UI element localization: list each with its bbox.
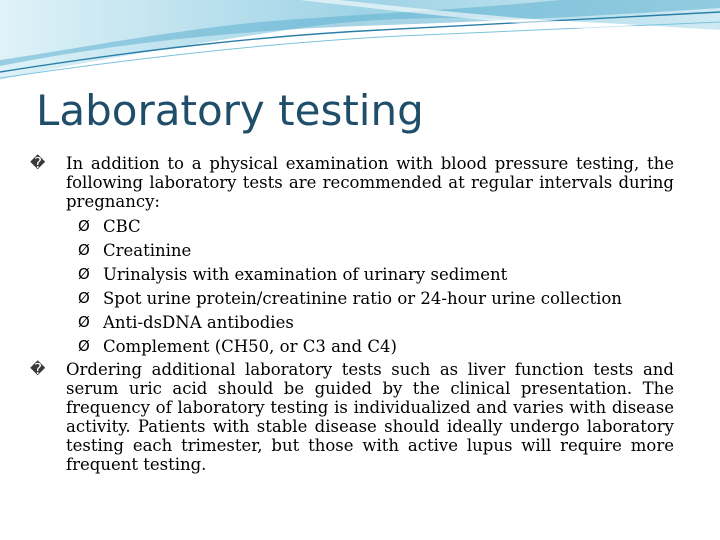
sub-list-item [78,334,674,358]
arrow-bullet-icon: Ø [78,240,90,259]
sub-list-item [78,286,674,310]
bullet-paragraph-2 [30,360,674,474]
arrow-bullet-icon: Ø [78,288,90,307]
sub-list-item [78,214,674,238]
arrow-bullet-icon: Ø [78,312,90,331]
slide-title: Laboratory testing [36,86,424,135]
sub-item-label: Complement (CH50, or C3 and C4) [103,336,397,356]
sub-item-label: Anti-dsDNA antibodies [103,312,294,332]
slide-body [30,154,674,474]
sub-list-item [78,310,674,334]
arrow-bullet-icon: Ø [78,216,90,235]
sub-list-item [78,238,674,262]
arrow-bullet-icon: Ø [78,264,90,283]
header-wave-decoration [0,0,720,90]
sub-list-item [78,262,674,286]
bullet-marker-icon: � [30,360,46,378]
sub-item-label: Creatinine [103,240,192,260]
bullet-paragraph-1 [30,154,674,211]
sub-item-label: Spot urine protein/creatinine ratio or 24-hour urine collection [103,288,622,308]
paragraph-text: In addition to a physical examination with blood pressure testing, the following laboratory tests are recommended at regular intervals during pregnancy: [66,154,674,211]
bullet-marker-icon: � [30,154,46,172]
sub-item-label: Urinalysis with examination of urinary sediment [103,264,508,284]
sub-item-label: CBC [103,216,141,236]
paragraph-text: Ordering additional laboratory tests such as liver function tests and serum uric acid should be guided by the clinical presentation. The frequency of laboratory testing is individualized and varies with disease activity. Patients with stable disease should ideally undergo laboratory testing each trimester, but those with active lupus will require more frequent testing. [66,360,674,474]
arrow-bullet-icon: Ø [78,336,90,355]
test-sub-list [78,214,674,358]
